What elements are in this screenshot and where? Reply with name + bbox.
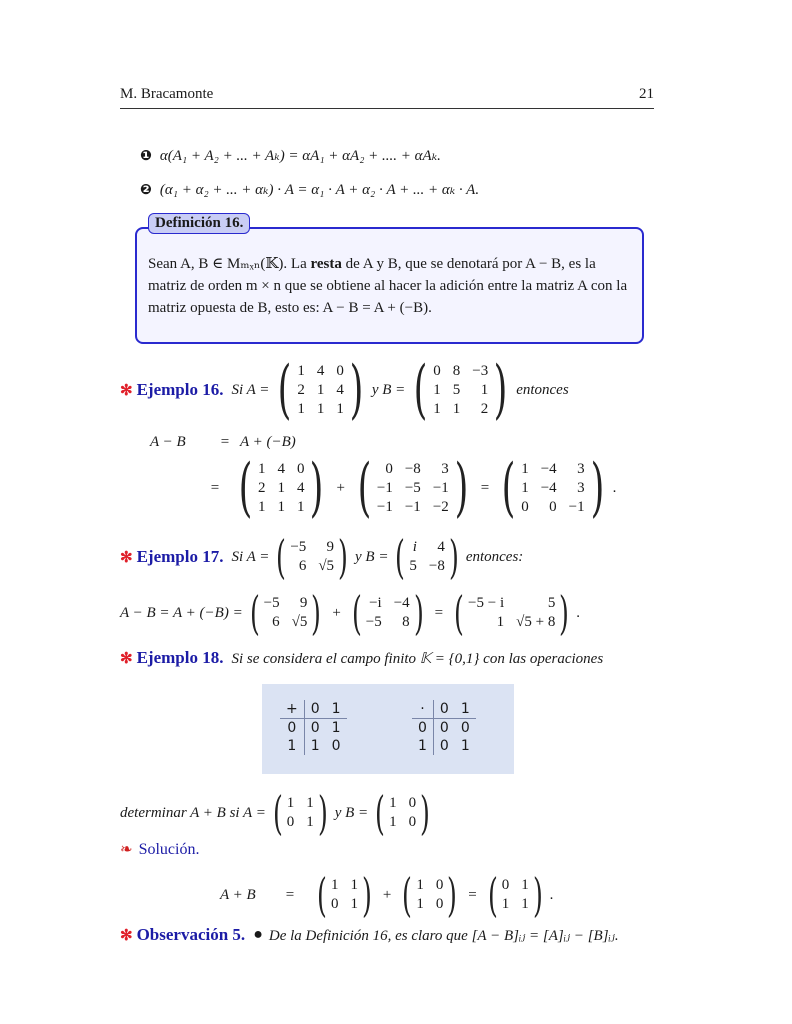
floral-heart-icon: ❧ (120, 842, 133, 858)
matrix-A: ( −5 9 6 √5 ) (276, 530, 348, 584)
matrix-result: ( −5 − i 5 1 √5 + 8 ) (454, 586, 570, 640)
matrix-A-repeat: ( −5 9 6 √5 ) (249, 586, 322, 640)
matrix-A: ( 1 4 0 2 1 4 1 1 1 ) (278, 353, 364, 427)
example-18-statement: ✻ Ejemplo 18. Si se considera el campo finito 𝕂 = {0,1} con las operaciones (120, 648, 604, 667)
matrix-negB: ( −i −4 −5 8 ) (351, 586, 424, 640)
matrix-A-repeat: ( 1 1 0 1 ) (317, 868, 372, 922)
example-16-statement (120, 353, 569, 427)
asterisk-icon: ✻ (120, 927, 133, 944)
example-18-solution: A + B = ( 1 1 0 1 ) + ( 1 0 1 0 ) = ( 0 1 1 1 ) . (220, 868, 554, 922)
page-header (120, 86, 654, 109)
matrix-result: ( 0 1 1 1 ) (487, 868, 543, 922)
page-number: 21 (639, 86, 654, 102)
example-16-tail: entonces (516, 381, 569, 398)
example-17-statement: ✻ Ejemplo 17. Si A = ( −5 9 6 √5 ) y B = ( i 4 5 −8 ) entonces: (120, 530, 524, 584)
bullet-icon: ● (253, 926, 263, 943)
matrix-B: ( i 4 5 −8 ) (395, 530, 459, 584)
example-16-intro: Si A = (231, 381, 270, 398)
matrix-result: ( 1 −4 3 1 −4 3 0 0 −1 ) (501, 451, 604, 525)
property-2 (140, 180, 479, 199)
observation-label: Observación 5. (136, 925, 246, 944)
property-2-formula: (α₁ + α₂ + ... + αₖ) · A = α₁ · A + α₂ · A + ... + αₖ · A. (159, 182, 480, 198)
definition-text (148, 253, 628, 319)
example-18-determine: determinar A + B si A = ( 1 1 0 1 ) y B = ( 1 0 1 0 ) (120, 790, 437, 836)
observation-text: De la Definición 16, es claro que [A − B]ᵢⱼ = [A]ᵢⱼ − [B]ᵢⱼ. (268, 927, 619, 944)
asterisk-icon: ✻ (120, 650, 133, 667)
observation-5 (120, 925, 619, 945)
solution-heading (120, 840, 199, 859)
example-16-label: Ejemplo 16. (136, 380, 224, 399)
operation-tables-panel (262, 684, 514, 774)
matrix-B-repeat: ( 1 0 1 0 ) (402, 868, 458, 922)
addition-table: + 0 1 0 0 1 1 1 0 (280, 700, 347, 755)
definition-text-part1: Sean A, B ∈ Mₘₓₙ(𝕂). La (148, 256, 311, 272)
solution-label: Solución. (138, 840, 200, 858)
definition-tag: Definición 16. (148, 213, 250, 234)
example-18-label: Ejemplo 18. (136, 648, 224, 667)
example-17-computation: A − B = A + (−B) = ( −5 9 6 √5 ) + ( −i −4 −5 8 ) = ( −5 − i 5 1 √5 + 8 ) . (120, 586, 581, 640)
matrix-A: ( 1 1 0 1 ) (272, 786, 328, 840)
definition-bold-term: resta (310, 256, 342, 272)
property-1 (140, 146, 441, 165)
property-1-formula: α(A₁ + A₂ + ... + Aₖ) = αA₁ + αA₂ + .... + αAₖ. (159, 148, 441, 164)
multiplication-table: · 0 1 0 0 0 1 0 1 (412, 700, 476, 755)
matrix-A-repeat: ( 1 4 0 2 1 4 1 1 1 ) (238, 451, 324, 525)
example-16-line1: A − B = A + (−B) (150, 434, 296, 450)
asterisk-icon: ✻ (120, 382, 133, 399)
matrix-negB: ( 0 −8 3 −1 −5 −1 −1 −1 −2 ) (357, 451, 469, 525)
enum-badge-2: ❷ (140, 181, 152, 198)
enum-badge-1: ❶ (140, 147, 152, 164)
example-17-label: Ejemplo 17. (136, 547, 224, 566)
example-16-mid: y B = (371, 381, 406, 398)
matrix-B: ( 1 0 1 0 ) (375, 786, 431, 840)
author-name: M. Bracamonte (120, 86, 214, 102)
example-16-line2: = ( 1 4 0 2 1 4 1 1 1 ) + ( 0 −8 3 −1 −5 −1 −1 −1 −2 ) = ( 1 −4 3 1 −4 3 0 0 −1 ) . (210, 451, 617, 525)
asterisk-icon: ✻ (120, 549, 133, 566)
matrix-B: ( 0 8 −3 1 5 1 1 1 2 ) (413, 353, 508, 427)
definition-text-part2: de A y B, que se denotará por A − B, es la matriz de orden m × n que se obtiene al hacer la adición entre la matriz A con la matriz opuesta de B, esto es: A − B = A + (−B). (148, 256, 628, 316)
